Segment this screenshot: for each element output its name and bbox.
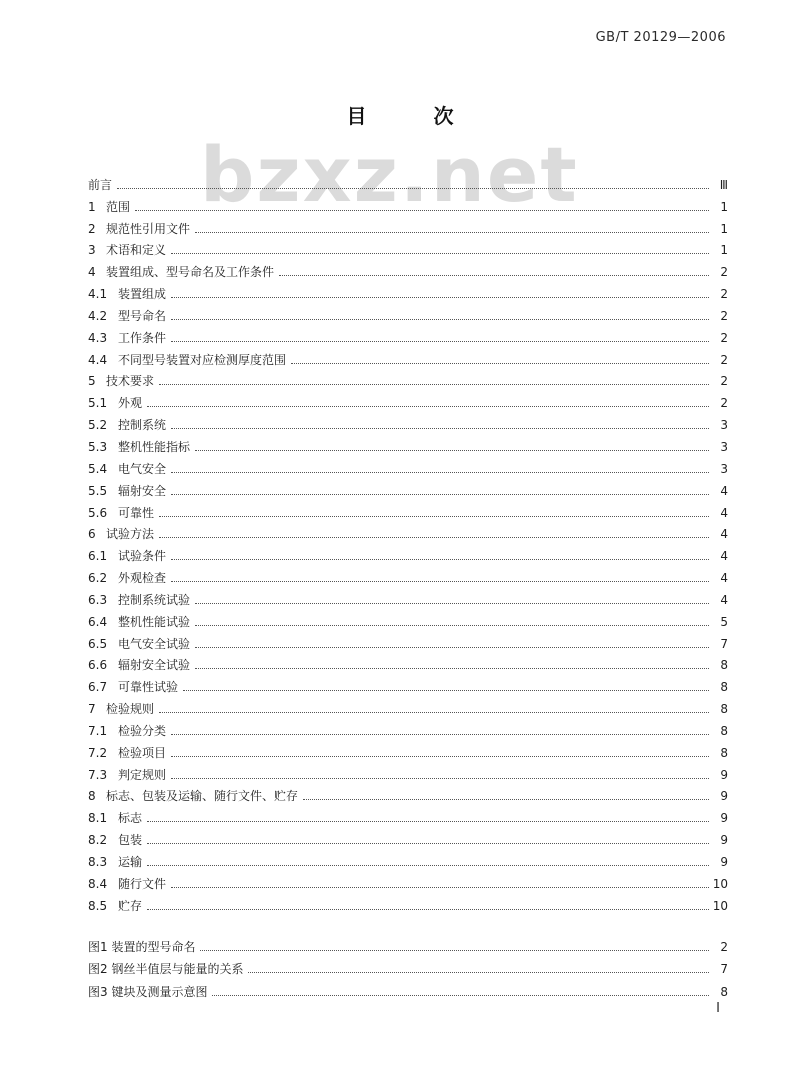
- dot-leader: [147, 865, 709, 866]
- toc-entry[interactable]: [88, 563, 728, 585]
- toc-entry-number: 5.4: [88, 461, 108, 476]
- toc-entry[interactable]: [88, 520, 728, 542]
- toc-entry[interactable]: [88, 388, 728, 410]
- figure-entry[interactable]: [88, 976, 728, 999]
- toc-entry[interactable]: [88, 891, 728, 913]
- toc-entry-label: 装置组成: [118, 287, 167, 302]
- toc-entry-page: 2: [720, 287, 728, 302]
- toc-entry[interactable]: [88, 607, 728, 629]
- toc-entry[interactable]: [88, 301, 728, 323]
- table-of-contents: [88, 170, 728, 913]
- dot-leader: [195, 603, 709, 604]
- toc-entry-number: 4.4: [88, 352, 108, 367]
- toc-entry-number: 6.4: [88, 614, 108, 629]
- toc-entry-label: 控制系统试验: [118, 592, 191, 607]
- toc-entry-page: 1: [720, 199, 728, 214]
- toc-entry-number: 8.5: [88, 898, 108, 913]
- dot-leader: [195, 668, 709, 669]
- toc-entry[interactable]: [88, 476, 728, 498]
- toc-entry-number: 8.1: [88, 811, 108, 826]
- dot-leader: [171, 319, 709, 320]
- toc-entry-page: 4: [720, 505, 728, 520]
- toc-entry-page: 10: [712, 898, 728, 913]
- dot-leader: [159, 384, 709, 385]
- dot-leader: [171, 494, 709, 495]
- dot-leader: [171, 778, 709, 779]
- toc-entry-page: 10: [712, 876, 728, 891]
- toc-entry[interactable]: [88, 672, 728, 694]
- figure-entry-page: 8: [720, 984, 728, 999]
- standard-code: GB/T 20129—2006: [595, 30, 726, 45]
- toc-entry[interactable]: [88, 236, 728, 258]
- dot-leader: [159, 516, 709, 517]
- toc-entry-label: 可靠性试验: [118, 680, 179, 695]
- toc-entry[interactable]: [88, 869, 728, 891]
- toc-entry-label: 规范性引用文件: [106, 221, 191, 236]
- toc-entry[interactable]: [88, 323, 728, 345]
- toc-entry[interactable]: [88, 279, 728, 301]
- toc-entry-page: 7: [720, 636, 728, 651]
- toc-entry-number: 5: [88, 374, 96, 389]
- toc-entry-page: 8: [720, 680, 728, 695]
- toc-entry-label: 标志: [118, 811, 143, 826]
- dot-leader: [171, 581, 709, 582]
- toc-entry-number: 6.6: [88, 658, 108, 673]
- toc-entry-page: 9: [720, 833, 728, 848]
- toc-entry[interactable]: [88, 170, 728, 192]
- dot-leader: [147, 909, 709, 910]
- toc-entry-label: 工作条件: [118, 330, 167, 345]
- figure-list: [88, 931, 728, 999]
- dot-leader: [171, 734, 709, 735]
- dot-leader: [195, 647, 709, 648]
- toc-entry-label: 辐射安全: [118, 483, 167, 498]
- dot-leader: [159, 712, 709, 713]
- toc-entry[interactable]: [88, 541, 728, 563]
- toc-entry-label: 外观: [118, 396, 143, 411]
- figure-entry-label: 图1 装置的型号命名: [88, 939, 196, 954]
- toc-entry-label: 可靠性: [118, 505, 155, 520]
- toc-entry-page: 8: [720, 723, 728, 738]
- toc-entry-label: 外观检查: [118, 571, 167, 586]
- dot-leader: [171, 341, 709, 342]
- dot-leader: [303, 799, 709, 800]
- toc-entry-number: 3: [88, 243, 96, 258]
- toc-entry[interactable]: [88, 651, 728, 673]
- toc-entry-number: 7.3: [88, 767, 108, 782]
- dot-leader: [147, 843, 709, 844]
- dot-leader: [279, 275, 709, 276]
- dot-leader: [147, 406, 709, 407]
- dot-leader: [195, 450, 709, 451]
- dot-leader: [171, 756, 709, 757]
- toc-entry-number: 6.7: [88, 680, 108, 695]
- toc-entry-page: 4: [720, 527, 728, 542]
- figure-entry[interactable]: [88, 954, 728, 977]
- toc-entry-page: Ⅲ: [719, 177, 728, 192]
- toc-entry[interactable]: [88, 192, 728, 214]
- dot-leader: [291, 363, 709, 364]
- toc-entry[interactable]: [88, 760, 728, 782]
- toc-entry-number: 6: [88, 527, 96, 542]
- toc-entry-number: 5.1: [88, 396, 108, 411]
- dot-leader: [135, 210, 709, 211]
- toc-entry-label: 检验规则: [106, 702, 155, 717]
- toc-entry-number: 7.1: [88, 723, 108, 738]
- page-number: I: [716, 1001, 720, 1016]
- toc-entry-number: 8.2: [88, 833, 108, 848]
- dot-leader: [171, 559, 709, 560]
- toc-entry-number: 6.5: [88, 636, 108, 651]
- toc-entry-label: 判定规则: [118, 767, 167, 782]
- toc-entry-label: 术语和定义: [106, 243, 167, 258]
- toc-entry-page: 2: [720, 308, 728, 323]
- toc-entry-number: 4.3: [88, 330, 108, 345]
- toc-entry[interactable]: [88, 694, 728, 716]
- dot-leader: [200, 950, 709, 951]
- toc-entry-page: 9: [720, 811, 728, 826]
- toc-entry-label: 前言: [88, 177, 113, 192]
- toc-entry-label: 整机性能试验: [118, 614, 191, 629]
- toc-entry[interactable]: [88, 716, 728, 738]
- toc-entry-number: 6.3: [88, 592, 108, 607]
- toc-entry[interactable]: [88, 629, 728, 651]
- toc-entry-page: 2: [720, 330, 728, 345]
- toc-entry-page: 9: [720, 855, 728, 869]
- toc-entry-page: 2: [720, 396, 728, 411]
- toc-entry[interactable]: [88, 738, 728, 760]
- dot-leader: [159, 537, 709, 538]
- dot-leader: [171, 887, 709, 888]
- toc-entry-page: 2: [720, 374, 728, 389]
- toc-entry-number: 4.2: [88, 308, 108, 323]
- toc-entry-number: 1: [88, 199, 96, 214]
- page-title: 目 次: [346, 104, 484, 128]
- toc-entry-page: 2: [720, 265, 728, 280]
- toc-entry[interactable]: [88, 847, 728, 869]
- toc-entry[interactable]: [88, 367, 728, 389]
- toc-entry-label: 运输: [118, 855, 143, 869]
- toc-entry-page: 8: [720, 702, 728, 717]
- toc-entry-number: 5.2: [88, 418, 108, 433]
- toc-entry-number: 7: [88, 702, 96, 717]
- toc-entry[interactable]: [88, 454, 728, 476]
- toc-entry-label: 标志、包装及运输、随行文件、贮存: [106, 789, 299, 804]
- toc-entry[interactable]: [88, 257, 728, 279]
- toc-entry-number: 5.6: [88, 505, 108, 520]
- toc-entry-label: 电气安全: [118, 461, 167, 476]
- toc-entry-page: 9: [720, 789, 728, 804]
- toc-entry[interactable]: [88, 585, 728, 607]
- figure-entry-label: 图2 钢丝半值层与能量的关系: [88, 962, 244, 976]
- figure-entry-label: 图3 键块及测量示意图: [88, 984, 208, 999]
- toc-entry-number: 7.2: [88, 745, 108, 760]
- toc-entry[interactable]: [88, 825, 728, 847]
- dot-leader: [183, 690, 709, 691]
- dot-leader: [171, 472, 709, 473]
- toc-entry[interactable]: [88, 803, 728, 825]
- figure-entry-page: 2: [720, 939, 728, 954]
- toc-entry-page: 4: [720, 592, 728, 607]
- toc-entry-number: 2: [88, 221, 96, 236]
- toc-entry[interactable]: [88, 782, 728, 804]
- toc-entry-page: 8: [720, 658, 728, 673]
- toc-entry-page: 4: [720, 483, 728, 498]
- toc-entry-label: 检验项目: [118, 745, 167, 760]
- toc-entry-label: 控制系统: [118, 418, 167, 433]
- dot-leader: [117, 188, 709, 189]
- dot-leader: [147, 821, 709, 822]
- toc-entry-page: 2: [720, 352, 728, 367]
- dot-leader: [171, 428, 709, 429]
- toc-entry-number: 4.1: [88, 287, 108, 302]
- dot-leader: [195, 232, 709, 233]
- toc-entry-page: 1: [720, 221, 728, 236]
- toc-entry-page: 3: [720, 461, 728, 476]
- toc-entry[interactable]: [88, 214, 728, 236]
- toc-entry-label: 试验方法: [106, 527, 155, 542]
- toc-entry[interactable]: [88, 432, 728, 454]
- toc-entry-label: 不同型号装置对应检测厚度范围: [118, 352, 287, 367]
- toc-entry-number: 4: [88, 265, 96, 280]
- toc-entry-label: 技术要求: [106, 374, 155, 389]
- toc-entry-label: 整机性能指标: [118, 439, 191, 454]
- toc-entry-number: 6.2: [88, 571, 108, 586]
- dot-leader: [212, 995, 709, 996]
- toc-entry-page: 5: [720, 614, 728, 629]
- figure-entry-page: 7: [720, 962, 728, 976]
- toc-entry-number: 8.3: [88, 855, 108, 869]
- toc-entry-label: 试验条件: [118, 549, 167, 564]
- toc-entry-label: 范围: [106, 199, 131, 214]
- toc-entry-number: 8.4: [88, 876, 108, 891]
- toc-entry-number: 5.5: [88, 483, 108, 498]
- toc-entry-label: 电气安全试验: [118, 636, 191, 651]
- watermark: bzxz.net: [200, 130, 579, 219]
- dot-leader: [195, 625, 709, 626]
- toc-entry-number: 5.3: [88, 439, 108, 454]
- toc-entry-page: 3: [720, 418, 728, 433]
- toc-entry-page: 9: [720, 767, 728, 782]
- toc-entry-label: 检验分类: [118, 723, 167, 738]
- toc-entry-label: 随行文件: [118, 876, 167, 891]
- figure-entry[interactable]: [88, 931, 728, 954]
- toc-entry-label: 包装: [118, 833, 143, 848]
- toc-entry[interactable]: [88, 345, 728, 367]
- dot-leader: [171, 297, 709, 298]
- toc-entry-label: 装置组成、型号命名及工作条件: [106, 265, 275, 280]
- toc-entry-page: 4: [720, 571, 728, 586]
- toc-entry-page: 4: [720, 549, 728, 564]
- toc-entry-page: 3: [720, 439, 728, 454]
- toc-entry-page: 8: [720, 745, 728, 760]
- dot-leader: [171, 253, 709, 254]
- dot-leader: [248, 972, 709, 973]
- toc-entry-number: 6.1: [88, 549, 108, 564]
- toc-entry[interactable]: [88, 498, 728, 520]
- toc-entry-label: 贮存: [118, 898, 143, 913]
- toc-entry[interactable]: [88, 410, 728, 432]
- toc-entry-label: 型号命名: [118, 308, 167, 323]
- toc-entry-number: 8: [88, 789, 96, 804]
- toc-entry-label: 辐射安全试验: [118, 658, 191, 673]
- toc-entry-page: 1: [720, 243, 728, 258]
